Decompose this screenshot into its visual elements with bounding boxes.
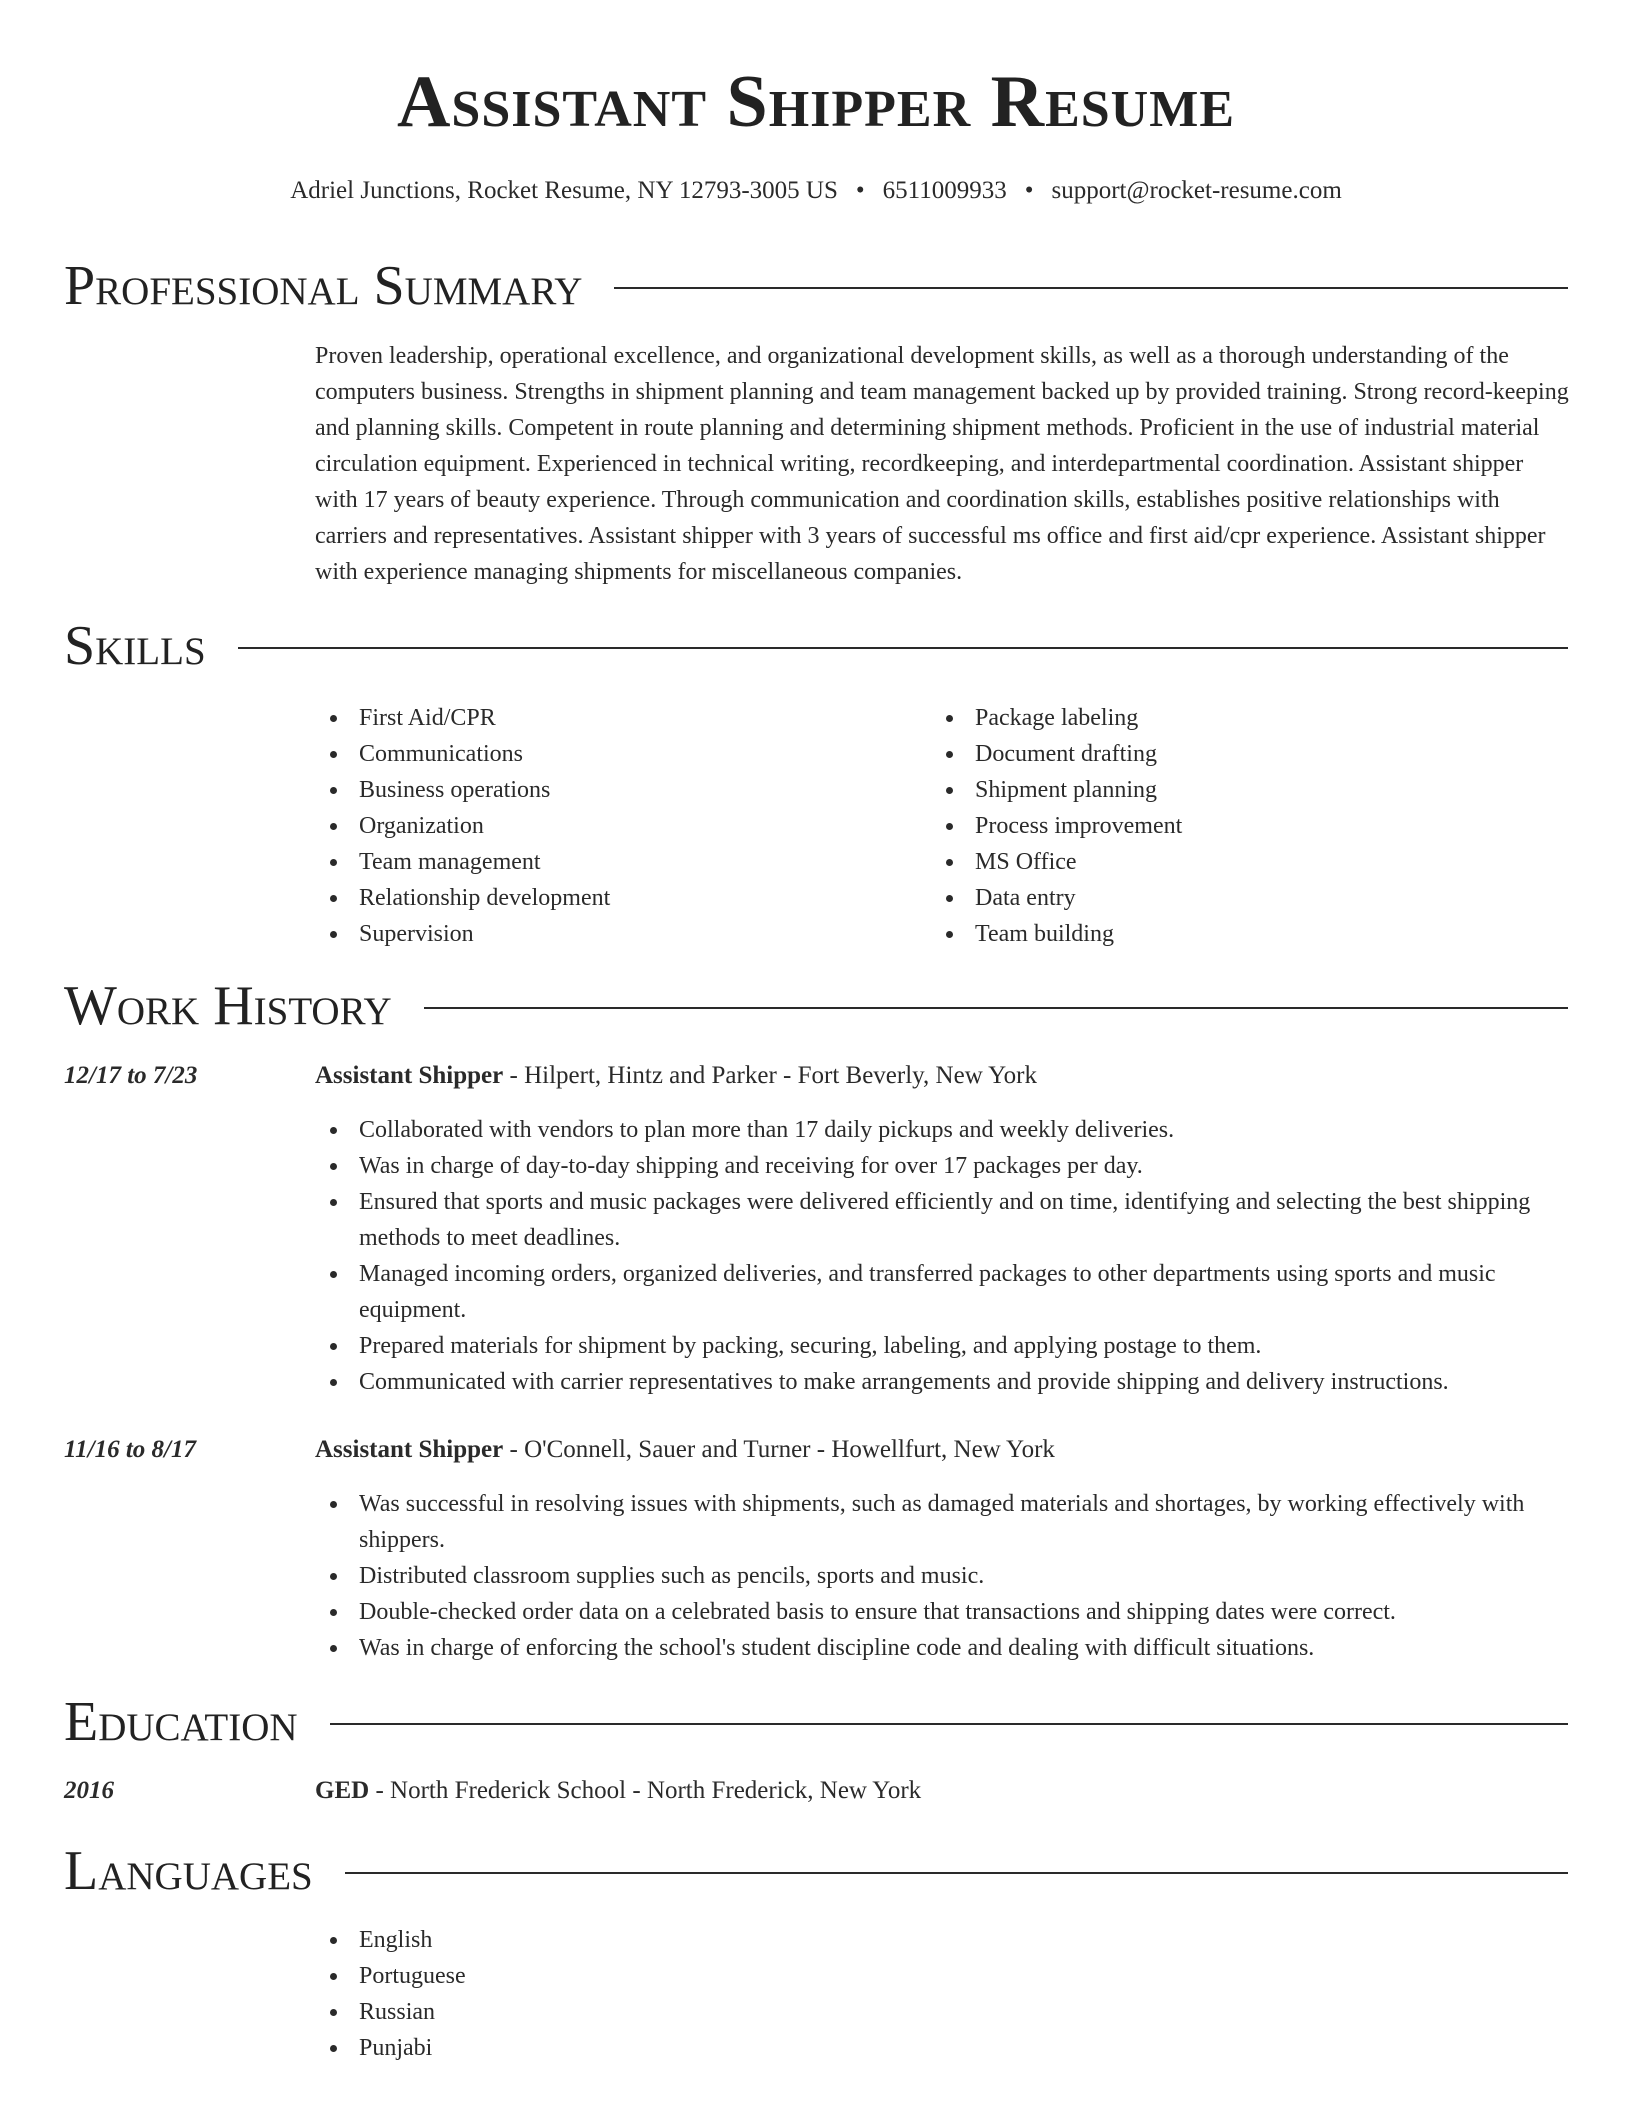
job-bullet: Distributed classroom supplies such as pencils, sports and music. <box>315 1558 1570 1594</box>
contact-separator: • <box>1024 177 1034 204</box>
skill-item: Business operations <box>315 772 915 808</box>
skill-item: Shipment planning <box>931 772 1531 808</box>
section-header-skills <box>64 614 1568 678</box>
section-divider <box>614 287 1568 289</box>
job-bullets <box>315 1486 1570 1666</box>
language-item: English <box>315 1922 915 1958</box>
job-company: - Hilpert, Hintz and Parker - Fort Beverly, New York <box>503 1062 1037 1089</box>
job-bullet: Was successful in resolving issues with shipments, such as damaged materials and shortages, by working effectively with shippers. <box>315 1486 1570 1558</box>
resume-title: Assistant Shipper Resume <box>396 61 1235 143</box>
skill-item: Communications <box>315 736 915 772</box>
section-divider <box>330 1723 1568 1725</box>
job-role: Assistant Shipper <box>315 1436 504 1463</box>
language-item: Russian <box>315 1994 915 2030</box>
education-year: 2016 <box>64 1777 114 1804</box>
skill-item: Team building <box>931 916 1531 952</box>
job-bullet: Collaborated with vendors to plan more than 17 daily pickups and weekly deliveries. <box>315 1112 1570 1148</box>
education-school: - North Frederick School - North Frederick, New York <box>369 1777 922 1804</box>
contact-separator: • <box>855 177 865 204</box>
contact-line <box>0 176 1632 206</box>
skill-item: Relationship development <box>315 880 915 916</box>
section-title: Education <box>64 1691 298 1753</box>
section-divider <box>424 1007 1568 1009</box>
job-heading <box>315 1058 1570 1094</box>
job-bullet: Communicated with carrier representatives to make arrangements and provide shipping and delivery instructions. <box>315 1364 1570 1400</box>
job-bullets <box>315 1112 1570 1400</box>
languages-list <box>315 1922 915 2066</box>
job-dates: 12/17 to 7/23 <box>64 1062 198 1089</box>
skill-item: First Aid/CPR <box>315 700 915 736</box>
section-divider <box>238 647 1568 649</box>
job-dates: 11/16 to 8/17 <box>64 1436 196 1463</box>
section-header-languages <box>64 1839 1568 1903</box>
skill-item: Package labeling <box>931 700 1531 736</box>
summary-text: Proven leadership, operational excellence, and organizational development skills, as well as a thorough understanding of the computers business. Strengths in shipment planning and team management backed up by provided training. Strong record-keeping and planning skills. Competent in route planning and determining shipment methods. Proficient in the use of industrial material circulation equipment. Experienced in technical writing, recordkeeping, and interdepartmental coordination. Assistant shipper with 17 years of beauty experience. Through communication and coordination skills, establishes positive relationships with carriers and representatives. Assistant shipper with 3 years of successful ms office and first aid/cpr experience. Assistant shipper with experience managing shipments for miscellaneous companies. <box>315 343 1569 585</box>
section-header-summary <box>64 254 1568 318</box>
job-bullet: Prepared materials for shipment by packing, securing, labeling, and applying postage to them. <box>315 1328 1570 1364</box>
job-bullet: Double-checked order data on a celebrated basis to ensure that transactions and shipping dates were correct. <box>315 1594 1570 1630</box>
skill-item: Process improvement <box>931 808 1531 844</box>
section-title: Work History <box>64 975 392 1037</box>
skill-item: Supervision <box>315 916 915 952</box>
skill-item: Document drafting <box>931 736 1531 772</box>
section-title: Skills <box>64 615 206 677</box>
contact-email[interactable]: support@rocket-resume.com <box>1051 177 1342 204</box>
job-heading <box>315 1432 1570 1468</box>
education-degree: GED <box>315 1777 370 1804</box>
job-company: - O'Connell, Sauer and Turner - Howellfurt, New York <box>503 1436 1055 1463</box>
job-bullet: Managed incoming orders, organized deliveries, and transferred packages to other departments using sports and music equipment. <box>315 1256 1570 1328</box>
job-role: Assistant Shipper <box>315 1062 504 1089</box>
skill-item: Organization <box>315 808 915 844</box>
section-header-education <box>64 1690 1568 1754</box>
section-title: Professional Summary <box>64 255 583 317</box>
section-title: Languages <box>64 1840 313 1902</box>
job-bullet: Ensured that sports and music packages were delivered efficiently and on time, identifying and selecting the best shipping methods to meet deadlines. <box>315 1184 1570 1256</box>
contact-address: Adriel Junctions, Rocket Resume, NY 12793-3005 US <box>290 177 838 204</box>
skill-item: Data entry <box>931 880 1531 916</box>
language-item: Portuguese <box>315 1958 915 1994</box>
job-bullet: Was in charge of day-to-day shipping and receiving for over 17 packages per day. <box>315 1148 1570 1184</box>
language-item: Punjabi <box>315 2030 915 2066</box>
skill-item: MS Office <box>931 844 1531 880</box>
skill-item: Team management <box>315 844 915 880</box>
skills-list-left <box>315 700 915 952</box>
skills-list-right <box>931 700 1531 952</box>
section-header-work <box>64 974 1568 1038</box>
job-bullet: Was in charge of enforcing the school's student discipline code and dealing with difficult situations. <box>315 1630 1570 1666</box>
education-heading <box>315 1773 1570 1809</box>
contact-phone: 6511009933 <box>882 177 1007 204</box>
section-divider <box>345 1872 1568 1874</box>
